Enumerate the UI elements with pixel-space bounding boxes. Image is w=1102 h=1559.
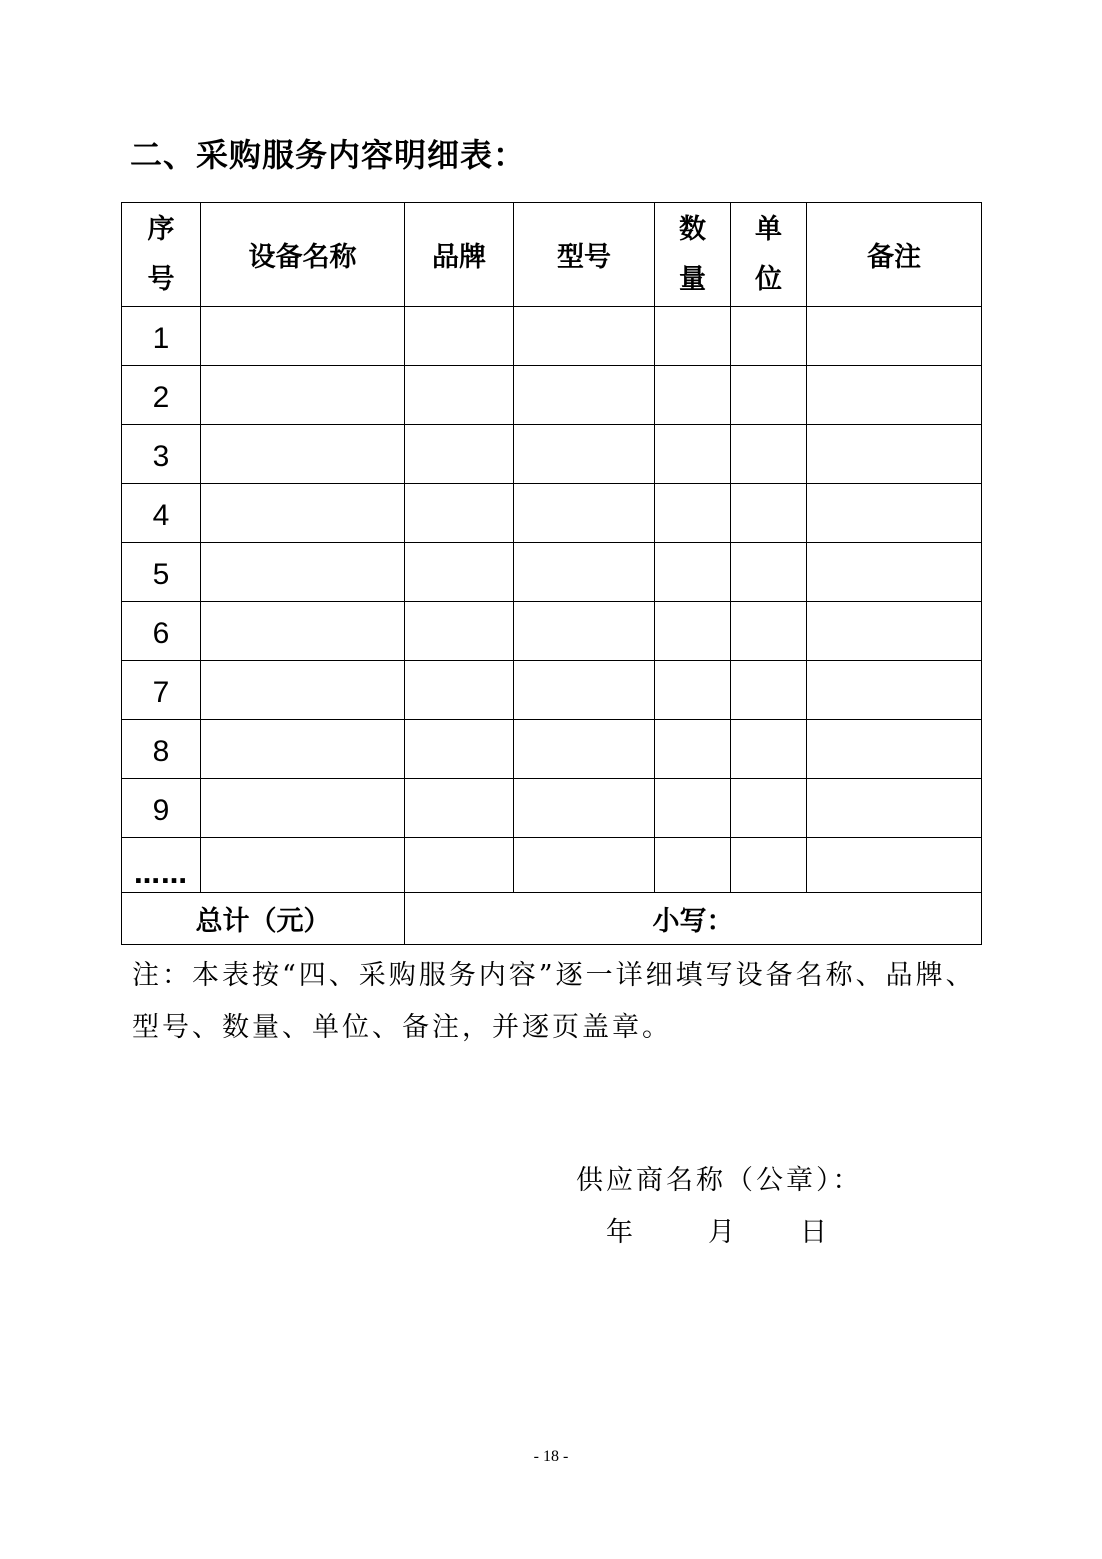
brand-cell[interactable] [405,602,514,661]
row-number: 7 [122,661,201,720]
supplier-name-label: 供应商名称（公章）： [576,1165,863,1196]
brand-cell[interactable] [405,484,514,543]
device-name-cell[interactable] [201,779,405,838]
total-row [122,893,982,945]
date-day: 日 [800,1217,827,1248]
table-row [122,602,982,661]
unit-cell[interactable] [731,602,807,661]
device-name-cell[interactable] [201,602,405,661]
row-number-ellipsis: …… [122,838,201,893]
header-unit: 单位 [731,203,807,307]
unit-cell[interactable] [731,366,807,425]
model-cell[interactable] [514,602,655,661]
header-quantity: 数量 [655,203,731,307]
device-name-cell[interactable] [201,484,405,543]
remarks-cell[interactable] [807,602,982,661]
brand-cell[interactable] [405,366,514,425]
quantity-cell[interactable] [655,779,731,838]
unit-cell[interactable] [731,307,807,366]
remarks-cell[interactable] [807,366,982,425]
model-cell[interactable] [514,543,655,602]
unit-cell[interactable] [731,720,807,779]
quantity-cell[interactable] [655,366,731,425]
row-number: 6 [122,602,201,661]
table-row [122,484,982,543]
table-row [122,366,982,425]
table-note: 注：本表按“四、采购服务内容”逐一详细填写设备名称、品牌、型号、数量、单位、备注，并逐页盖章。 [132,960,976,1043]
header-brand: 品牌 [405,203,514,307]
row-number: 8 [122,720,201,779]
row-number: 3 [122,425,201,484]
header-device-name: 设备名称 [201,203,405,307]
header-remarks: 备注 [807,203,982,307]
device-name-cell[interactable] [201,366,405,425]
model-cell[interactable] [514,779,655,838]
page-title: 二、采购服务内容明细表： [130,136,527,174]
remarks-cell[interactable] [807,484,982,543]
device-name-cell[interactable] [201,425,405,484]
unit-cell[interactable] [731,484,807,543]
brand-cell[interactable] [405,425,514,484]
brand-cell[interactable] [405,661,514,720]
table-header-row [122,203,982,307]
procurement-detail-table [121,202,982,945]
device-name-cell[interactable] [201,838,405,893]
unit-cell[interactable] [731,661,807,720]
unit-cell[interactable] [731,543,807,602]
header-model: 型号 [514,203,655,307]
brand-cell[interactable] [405,838,514,893]
table-row [122,720,982,779]
model-cell[interactable] [514,307,655,366]
device-name-cell[interactable] [201,307,405,366]
remarks-cell[interactable] [807,307,982,366]
brand-cell[interactable] [405,779,514,838]
remarks-cell[interactable] [807,779,982,838]
device-name-cell[interactable] [201,720,405,779]
model-cell[interactable] [514,838,655,893]
row-number: 5 [122,543,201,602]
unit-cell[interactable] [731,838,807,893]
date-year: 年 [606,1217,633,1248]
table-row [122,838,982,893]
quantity-cell[interactable] [655,425,731,484]
unit-cell[interactable] [731,425,807,484]
remarks-cell[interactable] [807,425,982,484]
date-month: 月 [708,1217,735,1248]
table-row [122,779,982,838]
quantity-cell[interactable] [655,720,731,779]
row-number: 1 [122,307,201,366]
row-number: 4 [122,484,201,543]
model-cell[interactable] [514,366,655,425]
quantity-cell[interactable] [655,838,731,893]
remarks-cell[interactable] [807,720,982,779]
unit-cell[interactable] [731,779,807,838]
table-row [122,425,982,484]
table-row [122,543,982,602]
remarks-cell[interactable] [807,661,982,720]
brand-cell[interactable] [405,720,514,779]
quantity-cell[interactable] [655,543,731,602]
device-name-cell[interactable] [201,661,405,720]
model-cell[interactable] [514,425,655,484]
model-cell[interactable] [514,661,655,720]
row-number: 9 [122,779,201,838]
device-name-cell[interactable] [201,543,405,602]
remarks-cell[interactable] [807,838,982,893]
brand-cell[interactable] [405,543,514,602]
page-number: - 18 - [533,1448,569,1465]
quantity-cell[interactable] [655,484,731,543]
model-cell[interactable] [514,484,655,543]
row-number: 2 [122,366,201,425]
total-label: 总计（元） [122,893,405,945]
table-row [122,307,982,366]
brand-cell[interactable] [405,307,514,366]
remarks-cell[interactable] [807,543,982,602]
model-cell[interactable] [514,720,655,779]
table-row [122,661,982,720]
lowercase-amount-field[interactable]: 小写： [405,893,982,945]
header-seq: 序号 [122,203,201,307]
quantity-cell[interactable] [655,602,731,661]
quantity-cell[interactable] [655,661,731,720]
quantity-cell[interactable] [655,307,731,366]
